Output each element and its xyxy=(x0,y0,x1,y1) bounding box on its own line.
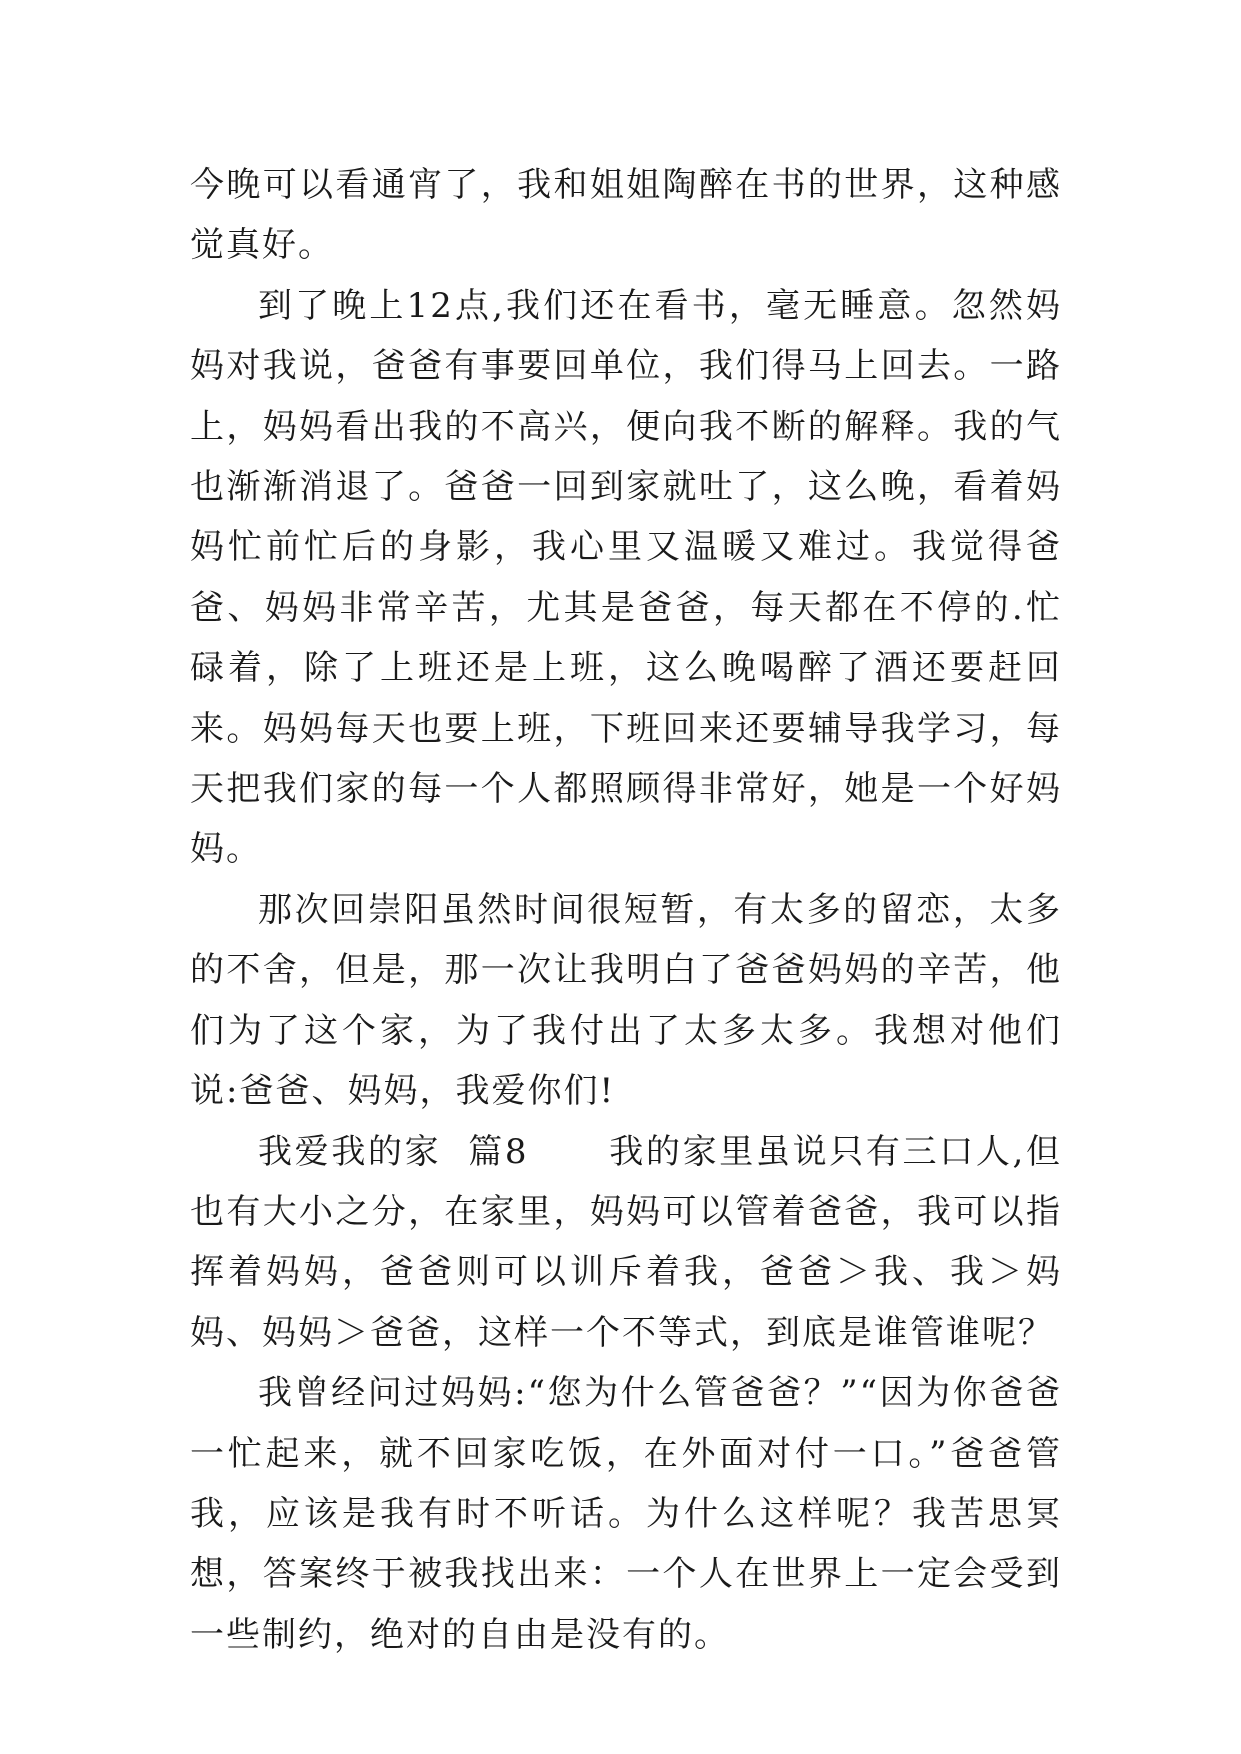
paragraph-3: 那次回崇阳虽然时间很短暂，有太多的留恋，太多的不舍，但是，那一次让我明白了爸爸妈妈的辛苦，他们为了这个家，为了我付出了太多太多。我想对他们说:爸爸、妈妈，我爱你们! xyxy=(190,889,1062,1112)
body-text xyxy=(190,155,1062,1665)
paragraph-1: 今晚可以看通宵了，我和姐姐陶醉在书的世界，这种感觉真好。 xyxy=(190,165,1062,266)
paragraph-5: 我曾经问过妈妈:“您为什么管爸爸？”“因为你爸爸一忙起来，就不回家吃饭，在外面对付一口。”爸爸管我，应该是我有时不听话。为什么这样呢？我苦思冥想，答案终于被我找出来：一个人在世界上一定会受到一些制约，绝对的自由是没有的。 xyxy=(190,1373,1062,1655)
paragraph-2: 到了晚上12点,我们还在看书，毫无睡意。忽然妈妈对我说，爸爸有事要回单位，我们得马上回去。一路上，妈妈看出我的不高兴，便向我不断的解释。我的气也渐渐消退了。爸爸一回到家就吐了，这么晚，看着妈妈忙前忙后的身影，我心里又温暖又难过。我觉得爸爸、妈妈非常辛苦，尤其是爸爸，每天都在不停的.忙碌着，除了上班还是上班，这么晚喝醉了酒还要赶回来。妈妈每天也要上班，下班回来还要辅导我学习，每天把我们家的每一个人都照顾得非常好，她是一个好妈妈。 xyxy=(190,285,1062,870)
paragraph-4: 我爱我的家 篇8 我的家里虽说只有三口人,但也有大小之分，在家里，妈妈可以管着爸爸，我可以指挥着妈妈，爸爸则可以训斥着我，爸爸＞我、我＞妈妈、妈妈＞爸爸，这样一个不等式，到底是谁管谁呢？ xyxy=(190,1131,1062,1353)
